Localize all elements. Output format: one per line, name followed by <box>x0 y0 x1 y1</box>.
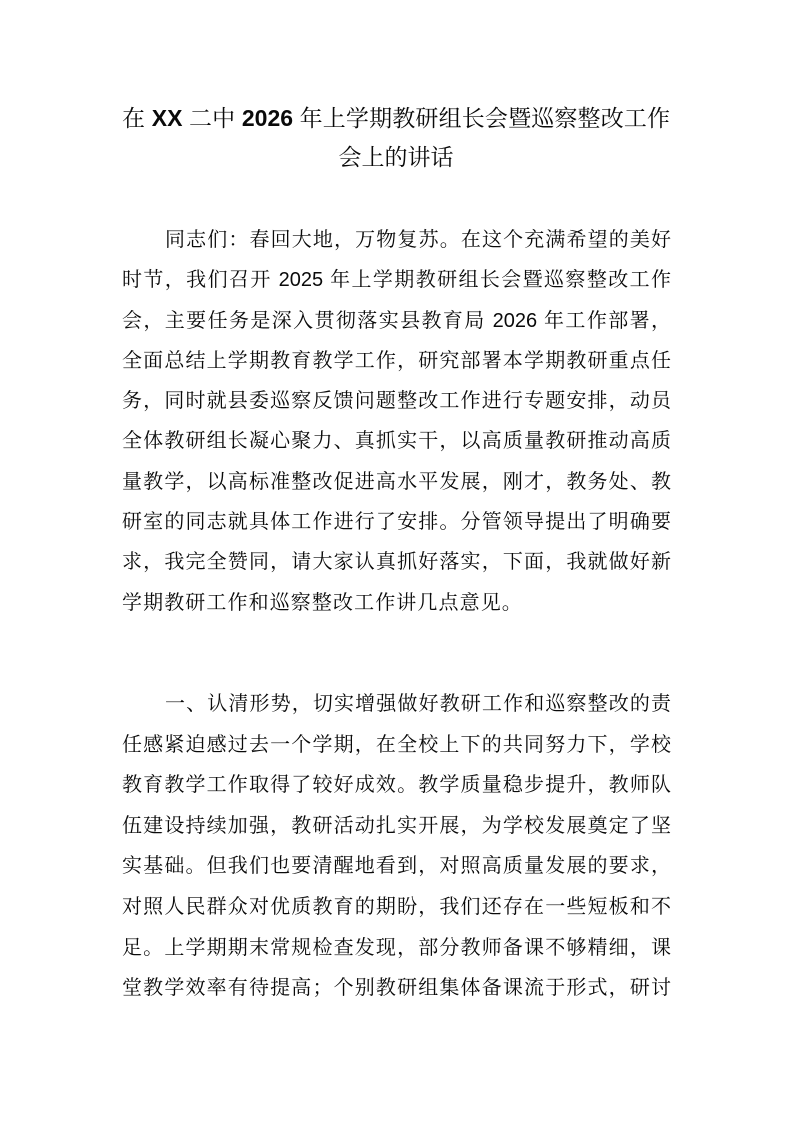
paragraph-line: 堂教学效率有待提高；个别教研组集体备课流于形式，研讨 <box>122 977 671 1000</box>
paragraph-line: 足。上学期期末常规检查发现，部分教师备课不够精细，课 <box>122 936 671 959</box>
paragraph-line: 伍建设持续加强，教研活动扎实开展，为学校发展奠定了坚 <box>122 814 671 837</box>
paragraph-line: 教育教学工作取得了较好成效。教学质量稳步提升，教师队 <box>122 774 671 797</box>
title-line-1 <box>122 98 670 138</box>
paragraph-line: 量教学，以高标准整改促进高水平发展，刚才，教务处、教 <box>122 470 671 493</box>
title-text: 二中 <box>188 105 236 131</box>
paragraph-line: 求，我完全赞同，请大家认真抓好落实，下面，我就做好新 <box>122 551 671 574</box>
paragraph-line: 研室的同志就具体工作进行了安排。分管领导提出了明确要 <box>122 511 671 534</box>
paragraph-line: 学期教研工作和巡察整改工作讲几点意见。 <box>122 591 523 614</box>
title-school-name: XX <box>151 105 183 131</box>
paragraph-line: 对照人民群众对优质教育的期盼，我们还存在一些短板和不 <box>122 895 671 918</box>
title-line-2: 会上的讲话 <box>338 144 454 170</box>
document-title <box>122 98 670 177</box>
paragraph-line: 全面总结上学期教育教学工作，研究部署本学期教研重点任 <box>122 349 671 372</box>
paragraph-line: 全体教研组长凝心聚力、真抓实干，以高质量教研推动高质 <box>122 430 671 453</box>
paragraph-line: 会，主要任务是深入贯彻落实县教育局 2026 年工作部署， <box>122 309 671 332</box>
paragraph-line: 时节，我们召开 2025 年上学期教研组长会暨巡察整改工作 <box>122 269 671 292</box>
title-year: 2026 <box>241 105 294 131</box>
paragraph-line: 同志们：春回大地，万物复苏。在这个充满希望的美好 <box>165 229 671 251</box>
title-text: 年上学期教研组长会暨巡察整改工作 <box>299 105 671 131</box>
paragraph-line: 务，同时就县委巡察反馈问题整改工作进行专题安排，动员 <box>122 390 671 413</box>
paragraph-greeting <box>122 220 671 623</box>
paragraph-section-1 <box>122 684 671 1009</box>
section-heading-line: 一、认清形势，切实增强做好教研工作和巡察整改的责 <box>165 693 671 715</box>
paragraph-line: 任感紧迫感过去一个学期，在全校上下的共同努力下，学校 <box>122 733 671 756</box>
paragraph-line: 实基础。但我们也要清醒地看到，对照高质量发展的要求， <box>122 855 671 878</box>
title-text: 在 <box>122 105 146 131</box>
